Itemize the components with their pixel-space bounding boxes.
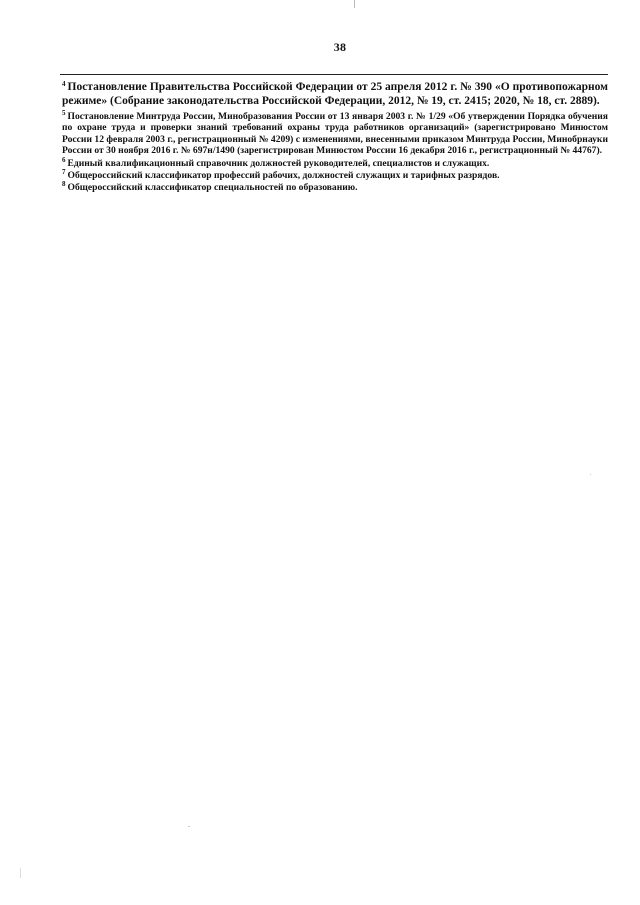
footnote-marker: 6 — [62, 155, 66, 164]
scan-mark — [590, 474, 591, 475]
footnote-marker: 4 — [62, 80, 66, 88]
footnote-8 — [62, 182, 608, 193]
footnote-text: Единый квалификационный справочник должностей руководителей, специалистов и служащих. — [67, 157, 490, 169]
page-number: 38 — [333, 40, 347, 54]
footnote-7 — [62, 170, 608, 181]
footnote-text: Общероссийский классификатор специальностей по образованию. — [67, 182, 358, 194]
footnote-4 — [62, 80, 608, 108]
footnote-text: Постановление Правительства Российской Федерации от 25 апреля 2012 г. № 390 «О противопожарном режиме» (Собрание законодательства Российской Федерации, 2012, № 19, ст. 2415; 2020, № 18, ст. 2889). — [62, 81, 608, 107]
footnote-6 — [62, 155, 608, 169]
footnote-marker: 5 — [62, 109, 66, 117]
footnote-text: Постановление Минтруда России, Минобразования России от 13 января 2003 г. № 1/29 «Об утверждении Порядка обучения по охране труда и проверки знаний требований охраны труда работников организаций» (зарегистрировано Минюстом России 12 февраля 2003 г., регистрационный № 4209) с изменениями, внесенными приказом Минтруда России, Минобрнауки России от 30 ноября 2016 г. № 697н/1490 (зарегистрирован Минюстом России 16 декабря 2016 г., регистрационный № 44767). — [62, 111, 608, 157]
footnote-text: Общероссийский классификатор профессий рабочих, должностей служащих и тарифных разрядов. — [67, 170, 500, 182]
scan-mark — [188, 826, 190, 827]
footnote-marker: 7 — [62, 168, 66, 177]
footnotes — [62, 80, 608, 195]
footnote-separator — [60, 74, 608, 75]
footnote-marker: 8 — [62, 180, 66, 189]
scan-mark — [20, 868, 21, 878]
scan-mark — [354, 0, 355, 8]
footnote-5 — [62, 111, 608, 157]
